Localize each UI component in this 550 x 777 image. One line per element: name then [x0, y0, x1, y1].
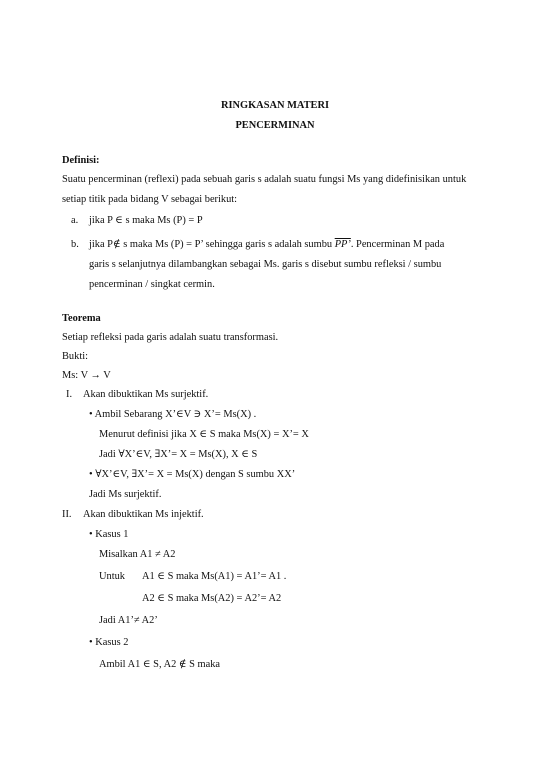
part1-bullet2: • ∀X’∈V, ∃X’= X = Ms(X) dengan S sumbu XX’: [89, 469, 296, 480]
definisi-intro-line1: Suatu pencerminan (reflexi) pada sebuah garis s adalah suatu fungsi Ms yang didefinisikan untuk: [62, 174, 467, 185]
part1-title: Akan dibuktikan Ms surjektif.: [83, 389, 209, 400]
untuk-line1: A1 ∈ S maka Ms(A1) = A1’= A1 .: [142, 571, 287, 582]
untuk-line2: A2 ∈ S maka Ms(A2) = A2’= A2: [142, 593, 282, 604]
part1-marker: I.: [66, 389, 73, 400]
document-subtitle: PENCERMINAN: [235, 120, 315, 131]
part1-bullet1: • Ambil Sebarang X’∈V ∋ X’= Ms(X) .: [89, 409, 257, 420]
item-b-line1-part1: jika P∉ s maka Ms (P) = P’ sehingga garis s adalah sumbu: [89, 239, 335, 250]
document-title: RINGKASAN MATERI: [220, 100, 330, 111]
jadi-line: Jadi A1’≠ A2’: [99, 615, 158, 626]
part1-line3: Jadi ∀X’∈V, ∃X’= X = Ms(X), X ∈ S: [99, 449, 258, 460]
definisi-intro-line2: setiap titik pada bidang V sebagai berikut:: [62, 194, 238, 205]
part1-conclusion: Jadi Ms surjektif.: [89, 489, 162, 500]
ambil-line: Ambil A1 ∈ S, A2 ∉ S maka: [99, 659, 221, 670]
kasus1-bullet: • Kasus 1: [89, 529, 129, 540]
mapping-line: Ms: V → V: [62, 370, 111, 381]
item-b-line1-part2: . Pencerminan M pada: [350, 239, 445, 250]
part2-title: Akan dibuktikan Ms injektif.: [83, 509, 204, 520]
bukti-label: Bukti:: [62, 351, 88, 362]
part1-line2: Menurut definisi jika X ∈ S maka Ms(X) = X’= X: [99, 429, 309, 440]
item-b-line1: [89, 238, 444, 251]
kasus2-bullet: • Kasus 2: [89, 637, 129, 648]
teorema-statement: Setiap refleksi pada garis adalah suatu transformasi.: [62, 332, 279, 343]
segment-pp-prime: PP’: [334, 239, 351, 250]
definisi-heading: Definisi:: [62, 155, 100, 166]
item-b-line2: garis s selanjutnya dilambangkan sebagai Ms. garis s disebut sumbu refleksi / sumbu: [89, 259, 442, 270]
teorema-heading: Teorema: [62, 313, 101, 324]
item-a-marker: a.: [71, 215, 79, 226]
item-b-line3: pencerminan / singkat cermin.: [89, 279, 215, 290]
item-a-text: jika P ∈ s maka Ms (P) = P: [89, 215, 203, 226]
item-b-marker: b.: [71, 239, 79, 250]
part2-marker: II.: [62, 509, 72, 520]
untuk-label: Untuk: [99, 571, 125, 582]
misalkan-line: Misalkan A1 ≠ A2: [99, 549, 176, 560]
